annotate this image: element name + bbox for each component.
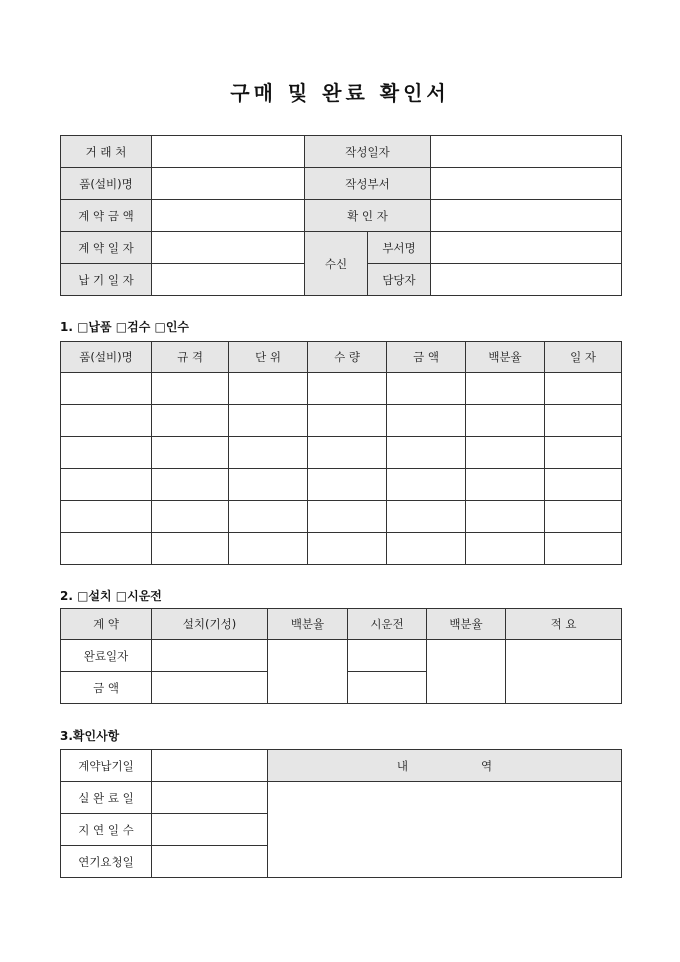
col-percentage: 백분율 bbox=[466, 342, 545, 373]
section3-title: 3.확인사항 bbox=[60, 729, 120, 743]
value-installation-amount[interactable] bbox=[152, 672, 268, 704]
label-confirmer: 확 인 자 bbox=[305, 200, 431, 232]
section3-table bbox=[60, 749, 622, 878]
section2-title: 2. □설치 □시운전 bbox=[60, 589, 162, 603]
value-extension-request-date[interactable] bbox=[152, 846, 268, 878]
value-detail[interactable] bbox=[268, 782, 622, 878]
value-installation-percentage[interactable] bbox=[268, 640, 348, 704]
section2-table bbox=[60, 608, 622, 704]
label-actual-completion-date: 실 완 료 일 bbox=[61, 782, 152, 814]
value-confirmer[interactable] bbox=[431, 200, 622, 232]
col-trial-run: 시운전 bbox=[348, 609, 427, 640]
col-percentage-1: 백분율 bbox=[268, 609, 348, 640]
value-actual-completion-date[interactable] bbox=[152, 782, 268, 814]
label-person-in-charge: 담당자 bbox=[368, 264, 431, 296]
col-unit: 단 위 bbox=[229, 342, 308, 373]
value-trial-run-percentage[interactable] bbox=[427, 640, 506, 704]
value-person-in-charge[interactable] bbox=[431, 264, 622, 296]
value-trial-run-date[interactable] bbox=[348, 640, 427, 672]
col-contract: 계 약 bbox=[61, 609, 152, 640]
section1-title: 1. □납품 □검수 □인수 bbox=[60, 320, 190, 334]
detail-header: 내 역 bbox=[268, 750, 622, 782]
label-contract-delivery-date: 계약납기일 bbox=[61, 750, 152, 782]
value-trial-run-amount[interactable] bbox=[348, 672, 427, 704]
value-contract-amount[interactable] bbox=[152, 200, 305, 232]
label-item-name: 품(설비)명 bbox=[61, 168, 152, 200]
col-quantity: 수 량 bbox=[308, 342, 387, 373]
col-percentage-2: 백분율 bbox=[427, 609, 506, 640]
col-amount: 금 액 bbox=[387, 342, 466, 373]
table-row bbox=[61, 405, 622, 437]
header-info-table bbox=[60, 135, 622, 296]
label-dept-name: 부서명 bbox=[368, 232, 431, 264]
col-item-name: 품(설비)명 bbox=[61, 342, 152, 373]
table-row bbox=[61, 437, 622, 469]
document-title: 구매 및 완료 확인서 bbox=[230, 81, 450, 105]
section1-table bbox=[60, 341, 622, 565]
label-completion-date: 완료일자 bbox=[61, 640, 152, 672]
col-spec: 규 격 bbox=[152, 342, 229, 373]
col-installation: 설치(기성) bbox=[152, 609, 268, 640]
label-amount: 금 액 bbox=[61, 672, 152, 704]
label-contract-amount: 계 약 금 액 bbox=[61, 200, 152, 232]
value-contract-date[interactable] bbox=[152, 232, 305, 264]
value-contract-delivery-date[interactable] bbox=[152, 750, 268, 782]
table-row bbox=[61, 533, 622, 565]
value-created-date[interactable] bbox=[431, 136, 622, 168]
col-remarks: 적 요 bbox=[506, 609, 622, 640]
label-delivery-date: 납 기 일 자 bbox=[61, 264, 152, 296]
label-contract-date: 계 약 일 자 bbox=[61, 232, 152, 264]
col-date: 일 자 bbox=[545, 342, 622, 373]
value-created-dept[interactable] bbox=[431, 168, 622, 200]
label-vendor: 거 래 처 bbox=[61, 136, 152, 168]
value-delivery-date[interactable] bbox=[152, 264, 305, 296]
label-extension-request-date: 연기요청일 bbox=[61, 846, 152, 878]
label-delay-days: 지 연 일 수 bbox=[61, 814, 152, 846]
label-created-dept: 작성부서 bbox=[305, 168, 431, 200]
value-dept-name[interactable] bbox=[431, 232, 622, 264]
table-row bbox=[61, 469, 622, 501]
label-receiver: 수신 bbox=[305, 232, 368, 296]
label-created-date: 작성일자 bbox=[305, 136, 431, 168]
value-installation-date[interactable] bbox=[152, 640, 268, 672]
value-vendor[interactable] bbox=[152, 136, 305, 168]
value-item-name[interactable] bbox=[152, 168, 305, 200]
value-delay-days[interactable] bbox=[152, 814, 268, 846]
table-row bbox=[61, 373, 622, 405]
value-remarks[interactable] bbox=[506, 640, 622, 704]
table-row bbox=[61, 501, 622, 533]
